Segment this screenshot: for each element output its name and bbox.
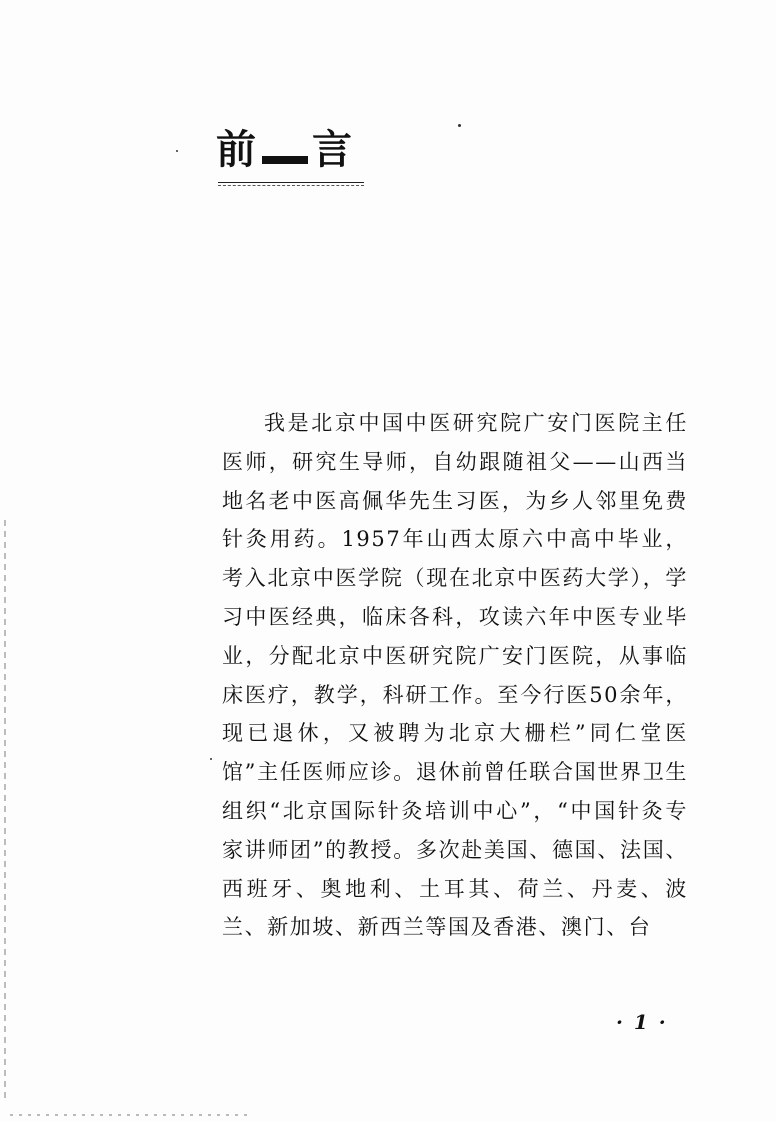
title-char-yan: 言 bbox=[312, 127, 354, 173]
scan-speck bbox=[176, 150, 178, 152]
body-paragraph: 我是北京中国中医研究院广安门医院主任医师，研究生导师，自幼跟随祖父——山西当地名老中医高佩华先生习医，为乡人邻里免费针灸用药。1957年山西太原六中高中毕业，考入北京中医学院（现在北京中医药大学），学习中医经典，临床各科，攻读六年中医专业毕业，分配北京中医研究院广安门医院，从事临床医疗，教学，科研工作。至今行医50余年，现已退休，又被聘为北京大栅栏”同仁堂医馆”主任医师应诊。退休前曾任联合国世界卫生组织“北京国际针灸培训中心”，“中国针灸专家讲师团”的教授。多次赴美国、德国、法国、西班牙、奥地利、土耳其、荷兰、丹麦、波兰、新加坡、新西兰等国及香港、澳门、台 bbox=[222, 411, 688, 940]
scan-speck bbox=[458, 124, 461, 127]
heading-block bbox=[216, 126, 366, 174]
scan-speck bbox=[210, 758, 212, 760]
page-number: · 1 · bbox=[616, 1010, 668, 1034]
page-title bbox=[216, 126, 366, 174]
scan-bottom-artifact bbox=[10, 1114, 250, 1116]
scan-edge-artifact bbox=[4, 520, 6, 1100]
title-underline bbox=[218, 182, 364, 186]
title-char-qian: 前 bbox=[216, 127, 258, 173]
title-connector-bar bbox=[262, 156, 308, 164]
